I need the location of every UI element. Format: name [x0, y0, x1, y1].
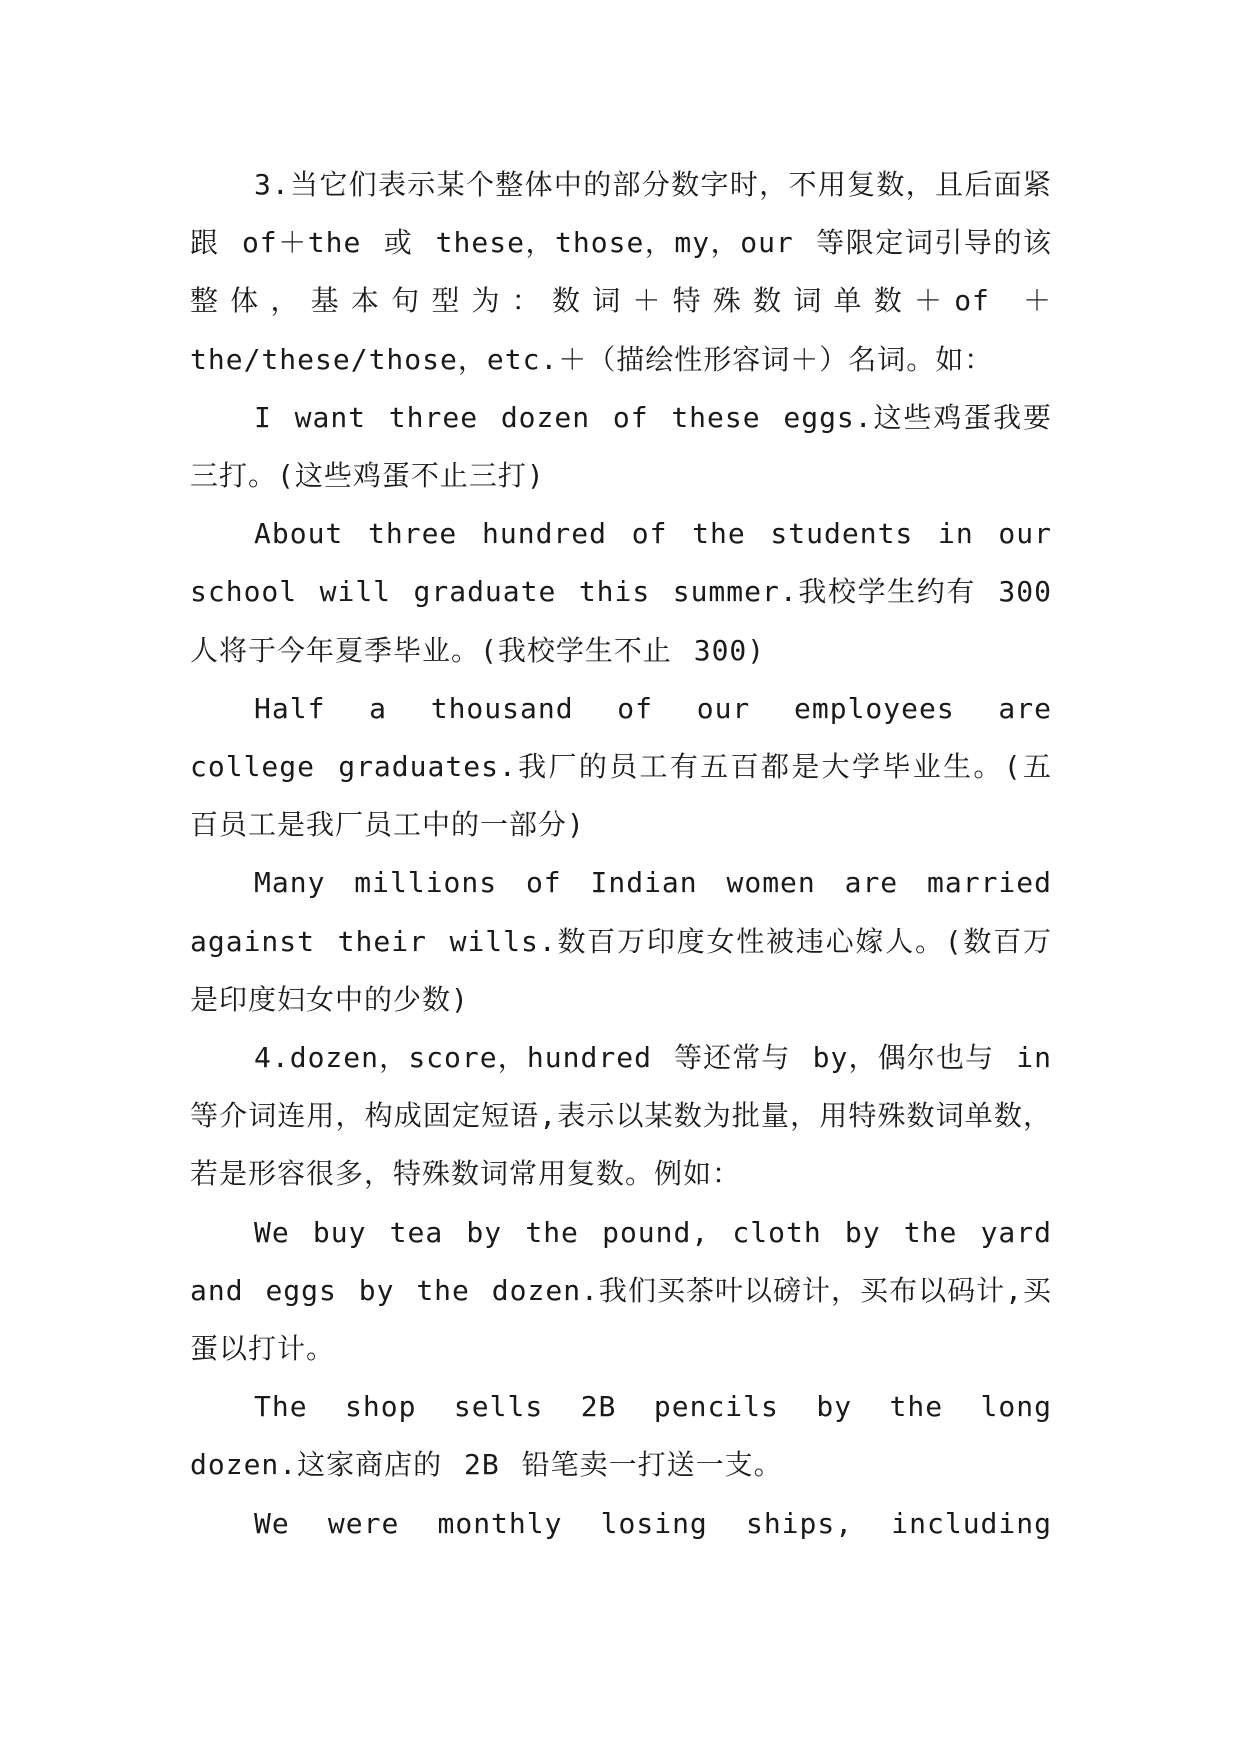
paragraph-rule-4: 4.dozen，score，hundred 等还常与 by，偶尔也与 in 等介词连用，构成固定短语,表示以某数为批量，用特殊数词单数，若是形容很多，特殊数词常用复数。例如： [190, 1041, 1052, 1191]
paragraph-rule-3: 3.当它们表示某个整体中的部分数字时，不用复数，且后面紧跟 of＋the 或 these，those，my，our 等限定词引导的该整体，基本句型为：数词＋特殊数词单数＋of ＋the/these/those，etc.＋（描绘性形容词＋）名词。如： [190, 168, 1052, 376]
paragraph-example-students: About three hundred of the students in our school will graduate this summer.我校学生约有 300 人将于今年夏季毕业。(我校学生不止 300) [190, 517, 1052, 667]
paragraph-example-indian-women: Many millions of Indian women are married against their wills.数百万印度女性被违心嫁人。(数百万是印度妇女中的少数) [190, 866, 1052, 1016]
document-body [190, 156, 1052, 1553]
paragraph-example-pencils: The shop sells 2B pencils by the long dozen.这家商店的 2B 铅笔卖一打送一支。 [190, 1390, 1052, 1482]
paragraph-example-eggs: I want three dozen of these eggs.这些鸡蛋我要三打。(这些鸡蛋不止三打) [190, 400, 1052, 493]
paragraph-example-ships: We were monthly losing ships, including [254, 1506, 1052, 1540]
paragraph-example-tea: We buy tea by the pound, cloth by the yard and eggs by the dozen.我们买茶叶以磅计，买布以码计,买蛋以打计。 [190, 1215, 1052, 1366]
paragraph-example-employees: Half a thousand of our employees are college graduates.我厂的员工有五百都是大学毕业生。(五百员工是我厂员工中的一部分) [190, 691, 1052, 842]
